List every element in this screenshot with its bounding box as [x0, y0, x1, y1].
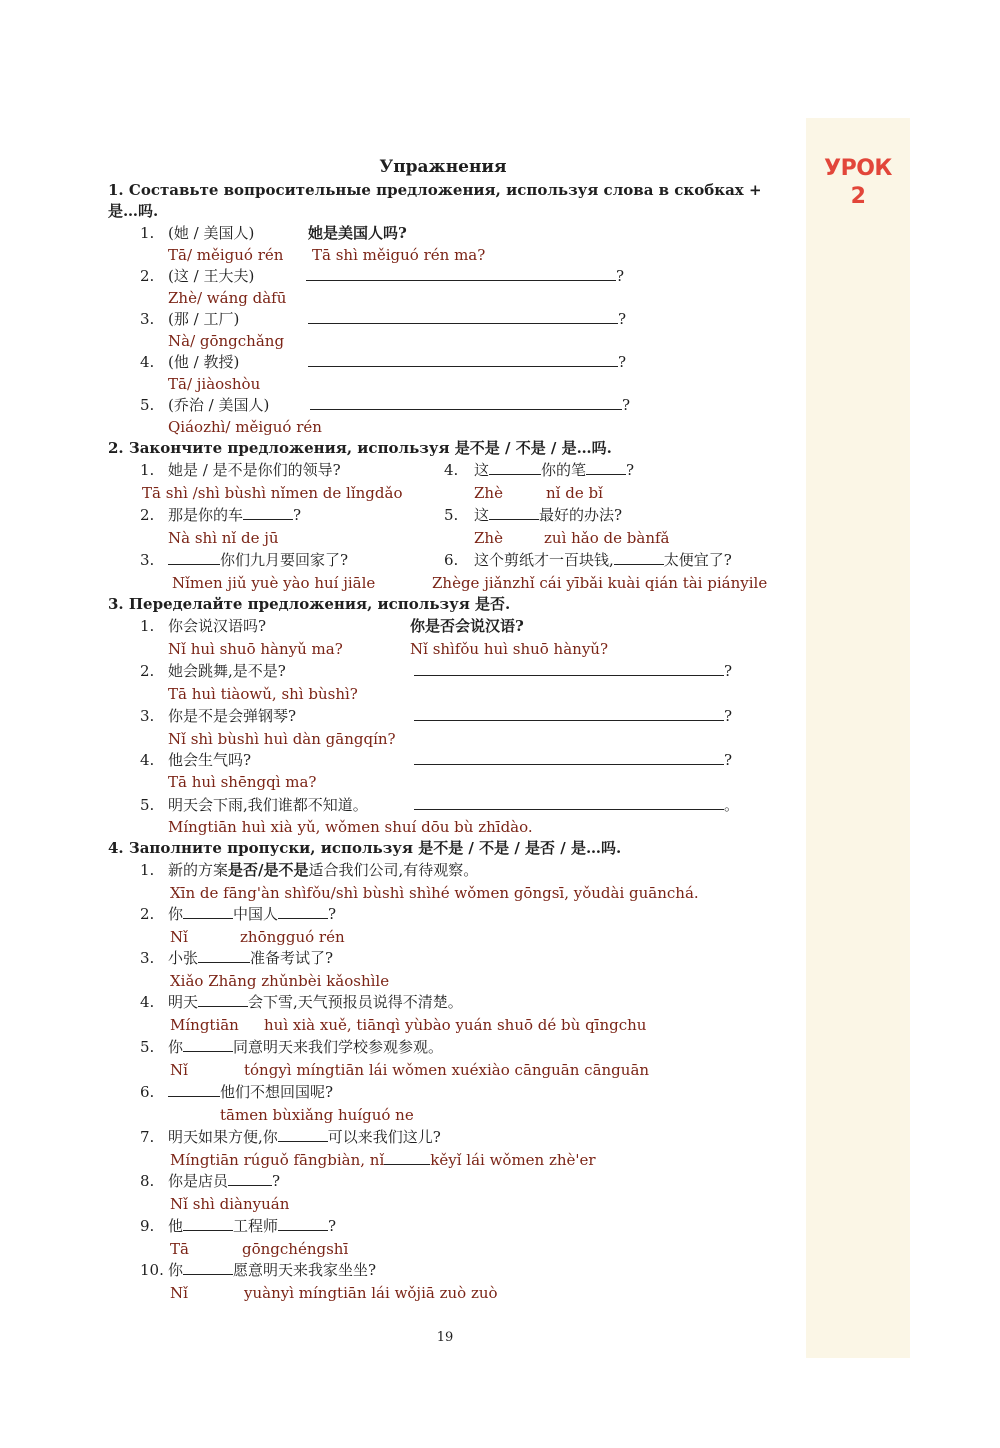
ex3-item5-cn: 明天会下雨,我们谁都不知道。 — [168, 796, 368, 814]
ex1-item5-answer — [310, 394, 630, 416]
ex4-item1-num: 1. — [140, 861, 155, 879]
ex4-item7-cn: 明天如果方便,你 可以来我们这儿? — [168, 1128, 441, 1146]
lesson-word: УРОК — [824, 156, 892, 181]
ex4-item10-cn: 你 愿意明天来我家坐坐? — [168, 1261, 377, 1279]
ex2-item6-cn: 这个剪纸才一百块钱, 太便宜了? — [474, 551, 732, 569]
ex1-item4-cn: (他 / 教授) — [168, 353, 240, 371]
answer-blank[interactable] — [308, 351, 618, 367]
ex4-item4-py-a: Míngtiān — [170, 1016, 239, 1034]
ex2-item4-py-a: Zhè — [474, 484, 503, 502]
ex1-item5-num: 5. — [140, 396, 155, 414]
ex3-item1-answer-cn: 你是否会说汉语? — [410, 617, 524, 635]
answer-blank[interactable] — [168, 549, 220, 565]
ex4-item9-py-a: Tā — [170, 1240, 189, 1258]
ex4-item9-num: 9. — [140, 1217, 155, 1235]
ex3-item4-answer — [414, 749, 732, 771]
ex2-item5-cn: 这 最好的办法? — [474, 506, 623, 524]
ex2-item2-num: 2. — [140, 506, 155, 524]
ex1-heading-cont: 是…吗. — [108, 202, 159, 220]
ex1-item4-answer — [308, 351, 626, 373]
question-mark: ? — [618, 310, 627, 328]
ex4-item5-num: 5. — [140, 1038, 155, 1056]
ex1-item2-num: 2. — [140, 267, 155, 285]
ex4-item5-py-b: tóngyì míngtiān lái wǒmen xuéxiào cānguān cānguān — [244, 1061, 650, 1079]
answer-blank[interactable] — [228, 1170, 272, 1186]
question-mark: ? — [622, 396, 631, 414]
ex3-item4-cn: 他会生气吗? — [168, 751, 252, 769]
answer-blank[interactable] — [168, 1081, 220, 1097]
answer-blank[interactable] — [198, 947, 250, 963]
answer-blank[interactable] — [489, 504, 539, 520]
ex1-item5-cn: (乔治 / 美国人) — [168, 396, 270, 414]
ex2-item5-num: 5. — [444, 506, 459, 524]
answer-blank[interactable] — [198, 991, 248, 1007]
answer-blank[interactable] — [278, 903, 328, 919]
ex1-item1-answer-cn: 她是美国人吗? — [308, 224, 407, 242]
answer-blank[interactable] — [183, 1259, 233, 1275]
ex4-item10-py-b: yuànyì míngtiān lái wǒjiā zuò zuò — [244, 1284, 498, 1302]
ex1-item1-num: 1. — [140, 224, 155, 242]
ex1-item1-answer-py: Tā shì měiguó rén ma? — [312, 246, 486, 264]
ex4-item6-cn: 他们不想回国呢? — [168, 1081, 333, 1103]
ex3-item2-cn: 她会跳舞,是不是? — [168, 662, 286, 680]
ex3-item3-cn: 你是不是会弹钢琴? — [168, 707, 297, 725]
ex1-item4-py: Tā/ jiàoshòu — [168, 375, 261, 393]
ex3-item4-num: 4. — [140, 751, 155, 769]
answer-blank[interactable] — [243, 504, 293, 520]
ex2-item5-py-a: Zhè — [474, 529, 503, 547]
ex3-item5-answer — [414, 794, 739, 816]
ex2-item1-py: Tā shì /shì bùshì nǐmen de lǐngdǎo — [142, 484, 403, 502]
ex1-item2-cn: (这 / 王大夫) — [168, 267, 255, 285]
ex4-item9-cn: 他 工程师 ? — [168, 1217, 337, 1235]
question-mark: ? — [616, 267, 625, 285]
ex4-item8-num: 8. — [140, 1172, 155, 1190]
ex4-item1-py: Xīn de fāng'àn shìfǒu/shì bùshì shìhé wǒmen gōngsī, yǒudài guānchá. — [170, 884, 699, 902]
question-mark: ? — [724, 707, 733, 725]
answer-blank[interactable] — [183, 903, 233, 919]
ex4-item9-py-b: gōngchéngshī — [242, 1240, 349, 1258]
ex4-item2-py-b: zhōngguó rén — [240, 928, 345, 946]
answer-blank[interactable] — [489, 459, 541, 475]
ex1-item2-answer — [306, 265, 624, 287]
ex3-item4-py: Tā huì shēngqì ma? — [168, 773, 317, 791]
ex3-item1-py: Nǐ huì shuō hànyǔ ma? — [168, 640, 343, 658]
ex3-item2-num: 2. — [140, 662, 155, 680]
answer-blank[interactable] — [183, 1036, 233, 1052]
answer-blank[interactable] — [414, 794, 724, 810]
ex2-item2-cn: 那是你的车 ? — [168, 506, 302, 524]
ex4-item3-num: 3. — [140, 949, 155, 967]
ex4-item2-cn: 你 中国人 ? — [168, 905, 337, 923]
answer-blank[interactable] — [614, 549, 664, 565]
ex4-item5-py-a: Nǐ — [170, 1061, 188, 1079]
ex2-item5-py-b: zuì hǎo de bànfǎ — [544, 529, 670, 547]
period-mark: 。 — [724, 796, 740, 814]
ex4-item7-py: Míngtiān rúguǒ fāngbiàn, nǐ kěyǐ lái wǒmen zhè'er — [170, 1151, 596, 1169]
ex4-item4-cn: 明天 会下雪,天气预报员说得不清楚。 — [168, 993, 463, 1011]
ex3-item5-num: 5. — [140, 796, 155, 814]
ex1-item2-py: Zhè/ wáng dàfū — [168, 289, 287, 307]
ex4-item5-cn: 你 同意明天来我们学校参观参观。 — [168, 1038, 444, 1056]
lesson-number: 2 — [850, 184, 866, 209]
ex4-item10-num: 10. — [140, 1261, 164, 1279]
page-title: Упражнения — [379, 157, 507, 177]
ex2-item3-num: 3. — [140, 551, 155, 569]
ex2-item4-py-b: nǐ de bǐ — [546, 484, 603, 502]
answer-blank[interactable] — [306, 265, 616, 281]
ex1-item3-cn: (那 / 工厂) — [168, 310, 240, 328]
ex4-item2-num: 2. — [140, 905, 155, 923]
page-number: 19 — [436, 1330, 454, 1345]
ex2-item4-num: 4. — [444, 461, 459, 479]
answer-blank[interactable] — [414, 705, 724, 721]
ex2-item3-cn: 你们九月要回家了? — [168, 549, 348, 571]
ex2-item1-cn: 她是 / 是不是你们的领导? — [168, 461, 341, 479]
answer-blank[interactable] — [414, 749, 724, 765]
ex1-item3-num: 3. — [140, 310, 155, 328]
ex1-item1-py: Tā/ měiguó rén — [168, 246, 284, 264]
answer-blank[interactable] — [310, 394, 622, 410]
answer-blank[interactable] — [278, 1215, 328, 1231]
ex4-heading: 4. Заполните пропуски, используя 是不是 / 不是 / 是否 / 是…吗. — [108, 839, 622, 857]
ex1-item3-answer — [308, 308, 626, 330]
ex2-item2-py: Nà shì nǐ de jū — [168, 529, 279, 547]
lesson-sidebar-band — [806, 118, 910, 1358]
ex2-item1-num: 1. — [140, 461, 155, 479]
ex4-item2-py-a: Nǐ — [170, 928, 188, 946]
ex4-item3-py: Xiǎo Zhāng zhǔnbèi kǎoshìle — [170, 972, 390, 990]
ex1-item1-cn: (她 / 美国人) — [168, 224, 255, 242]
ex3-item1-num: 1. — [140, 617, 155, 635]
ex4-item7-num: 7. — [140, 1128, 155, 1146]
answer-blank[interactable] — [586, 459, 626, 475]
ex3-item2-py: Tā huì tiàowǔ, shì bùshì? — [168, 685, 358, 703]
ex3-heading: 3. Переделайте предложения, используя 是否. — [108, 595, 511, 613]
ex3-item1-answer-py: Nǐ shìfǒu huì shuō hànyǔ? — [410, 640, 609, 658]
ex1-heading: 1. Составьте вопросительные предложения, используя слова в скобках + — [108, 181, 762, 199]
ex3-item5-py: Míngtiān huì xià yǔ, wǒmen shuí dōu bù zhīdào. — [168, 818, 533, 836]
answer-blank[interactable] — [384, 1149, 430, 1165]
ex2-item6-py: Zhège jiǎnzhǐ cái yībǎi kuài qián tài piányile — [432, 574, 768, 592]
answer-blank[interactable] — [183, 1215, 233, 1231]
ex1-item3-py: Nà/ gōngchǎng — [168, 332, 285, 350]
ex3-item2-answer — [414, 660, 732, 682]
ex4-item1-cn: 新的方案是否/是不是适合我们公司,有待观察。 — [168, 861, 479, 879]
ex4-item8-cn: 你是店员 ? — [168, 1172, 281, 1190]
lesson-label — [806, 155, 910, 211]
ex2-item6-num: 6. — [444, 551, 459, 569]
ex4-item4-py-b: huì xià xuě, tiānqì yùbào yuán shuō dé bù qīngchu — [264, 1016, 647, 1034]
ex3-item1-cn: 你会说汉语吗? — [168, 617, 267, 635]
ex1-item4-num: 4. — [140, 353, 155, 371]
answer-blank[interactable] — [414, 660, 724, 676]
ex4-item3-cn: 小张 准备考试了? — [168, 949, 334, 967]
ex4-item6-num: 6. — [140, 1083, 155, 1101]
ex2-item3-py: Nǐmen jiǔ yuè yào huí jiāle — [172, 574, 376, 592]
ex3-item3-answer — [414, 705, 732, 727]
ex3-item3-num: 3. — [140, 707, 155, 725]
question-mark: ? — [724, 662, 733, 680]
ex4-item8-py: Nǐ shì diànyuán — [170, 1195, 290, 1213]
ex4-item4-num: 4. — [140, 993, 155, 1011]
ex1-item5-py: Qiáozhì/ měiguó rén — [168, 418, 322, 436]
ex3-item3-py: Nǐ shì bùshì huì dàn gāngqín? — [168, 730, 396, 748]
ex4-item10-py-a: Nǐ — [170, 1284, 188, 1302]
question-mark: ? — [724, 751, 733, 769]
ex2-heading: 2. Закончите предложения, используя 是不是 / 不是 / 是…吗. — [108, 439, 612, 457]
ex2-item4-cn: 这 你的笔 ? — [474, 461, 635, 479]
answer-blank[interactable] — [278, 1126, 328, 1142]
question-mark: ? — [618, 353, 627, 371]
ex4-item6-py: tāmen bùxiǎng huíguó ne — [220, 1106, 414, 1124]
answer-blank[interactable] — [308, 308, 618, 324]
